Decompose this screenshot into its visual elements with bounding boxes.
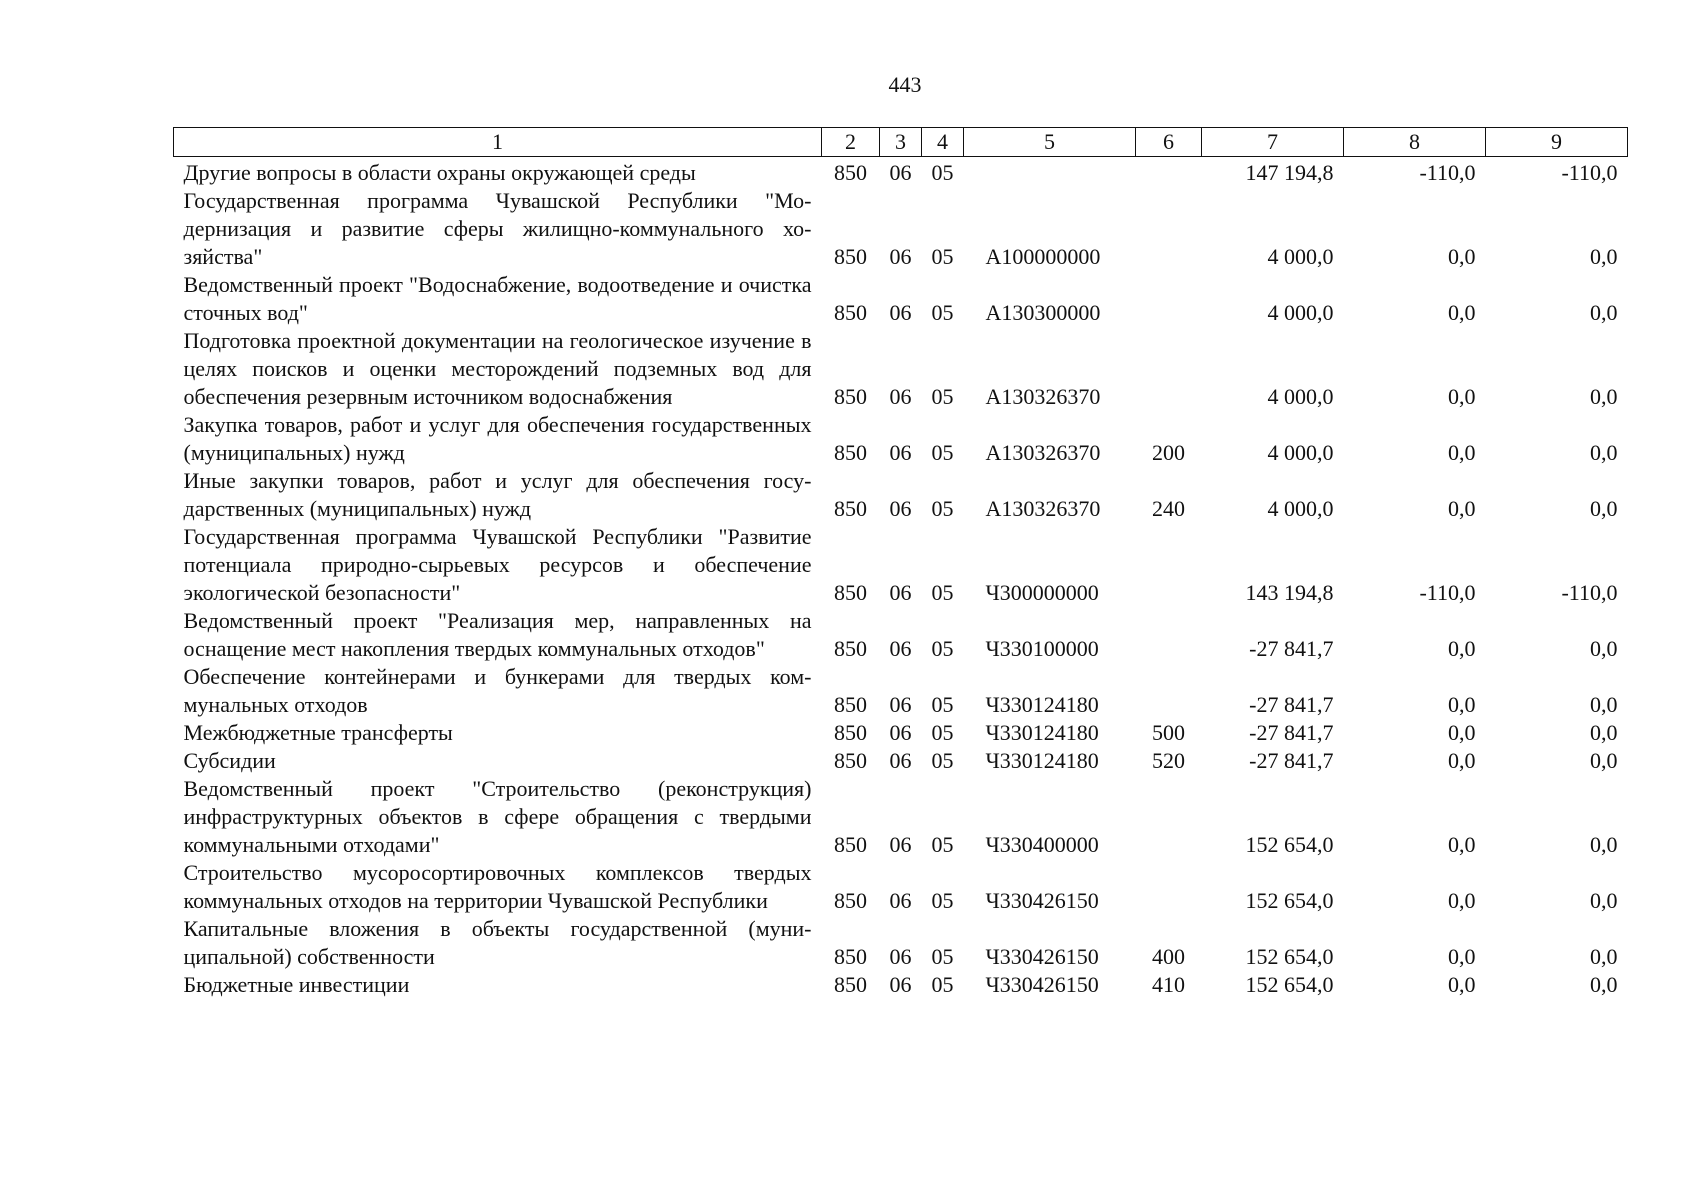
subsection-code: 05 — [931, 888, 954, 913]
amount-col-9: 0,0 — [1590, 944, 1618, 969]
item-name: Обеспечение контейнерами и бункерами для твердых коммунальных отходов — [183, 664, 812, 717]
table-header — [174, 128, 1628, 157]
column-header-4: 4 — [922, 128, 964, 157]
table-row — [174, 523, 1628, 607]
amount-col-8: 0,0 — [1448, 244, 1476, 269]
amount-col-9: 0,0 — [1590, 832, 1618, 857]
amount-col-8: 0,0 — [1448, 496, 1476, 521]
expense-type-code: 400 — [1152, 944, 1185, 969]
item-name: Ведомственный проект "Строительство (реконструкция) инфраструктурных объектов в сфере обращения с твердыми коммунальными отходами" — [183, 776, 812, 857]
amount-col-7: -27 841,7 — [1249, 748, 1334, 773]
department-code: 850 — [834, 300, 867, 325]
column-header-5: 5 — [964, 128, 1136, 157]
column-header-2: 2 — [822, 128, 880, 157]
table-row — [174, 157, 1628, 188]
table-row — [174, 607, 1628, 663]
target-article-code: Ч300000000 — [985, 580, 1099, 605]
amount-col-7: -27 841,7 — [1249, 692, 1334, 717]
amount-col-9: 0,0 — [1590, 496, 1618, 521]
item-name: Государственная программа Чувашской Республики "Модернизация и развитие сферы жилищно-коммунального хозяйства" — [183, 188, 812, 269]
amount-col-8: -110,0 — [1419, 160, 1476, 185]
section-code: 06 — [889, 384, 912, 409]
expense-type-code — [1136, 523, 1202, 607]
department-code: 850 — [834, 720, 867, 745]
section-code: 06 — [889, 160, 912, 185]
item-name: Субсидии — [183, 748, 276, 773]
expense-type-code — [1136, 187, 1202, 271]
expense-type-code — [1136, 271, 1202, 327]
target-article-code: Ч330426150 — [985, 972, 1099, 997]
table-row — [174, 467, 1628, 523]
item-name: Подготовка проектной документации на геологическое изучение в целях поисков и оценки месторождений подземных вод для обеспечения резервным источником водоснабжения — [183, 328, 812, 409]
department-code: 850 — [834, 580, 867, 605]
subsection-code: 05 — [931, 440, 954, 465]
amount-col-7: 152 654,0 — [1245, 972, 1334, 997]
amount-col-9: 0,0 — [1590, 748, 1618, 773]
column-header-6: 6 — [1136, 128, 1202, 157]
expense-type-code: 410 — [1152, 972, 1185, 997]
expense-type-code — [1136, 859, 1202, 915]
subsection-code: 05 — [931, 496, 954, 521]
target-article-code: Ч330100000 — [985, 636, 1099, 661]
expense-type-code: 520 — [1152, 748, 1185, 773]
table-row — [174, 775, 1628, 859]
amount-col-7: 152 654,0 — [1245, 888, 1334, 913]
section-code: 06 — [889, 748, 912, 773]
expense-type-code: 200 — [1152, 440, 1185, 465]
column-header-1: 1 — [174, 128, 822, 157]
table-row — [174, 327, 1628, 411]
budget-table — [173, 127, 1628, 999]
table-row — [174, 971, 1628, 999]
subsection-code: 05 — [931, 692, 954, 717]
amount-col-7: 4 000,0 — [1267, 440, 1334, 465]
subsection-code: 05 — [931, 832, 954, 857]
item-name: Закупка товаров, работ и услуг для обеспечения государственных (муниципальных) нужд — [183, 412, 812, 465]
table-row — [174, 411, 1628, 467]
subsection-code: 05 — [931, 244, 954, 269]
target-article-code: Ч330124180 — [985, 692, 1099, 717]
section-code: 06 — [889, 440, 912, 465]
item-name: Межбюджетные трансферты — [183, 720, 453, 745]
target-article-code: А130326370 — [985, 384, 1101, 409]
amount-col-9: 0,0 — [1590, 888, 1618, 913]
amount-col-7: 4 000,0 — [1267, 244, 1334, 269]
section-code: 06 — [889, 888, 912, 913]
table-row — [174, 915, 1628, 971]
target-article-code: Ч330400000 — [985, 832, 1099, 857]
table-row — [174, 663, 1628, 719]
amount-col-8: 0,0 — [1448, 832, 1476, 857]
amount-col-9: 0,0 — [1590, 244, 1618, 269]
amount-col-8: 0,0 — [1448, 300, 1476, 325]
section-code: 06 — [889, 636, 912, 661]
subsection-code: 05 — [931, 160, 954, 185]
expense-type-code: 500 — [1152, 720, 1185, 745]
section-code: 06 — [889, 720, 912, 745]
target-article-code: Ч330124180 — [985, 748, 1099, 773]
amount-col-7: -27 841,7 — [1249, 636, 1334, 661]
item-name: Ведомственный проект "Водоснабжение, водоотведение и очистка сточных вод" — [183, 272, 812, 325]
item-name: Строительство мусоросортировочных комплексов твердых коммунальных отходов на территории Чувашской Республики — [183, 860, 812, 913]
section-code: 06 — [889, 944, 912, 969]
item-name: Ведомственный проект "Реализация мер, направленных на оснащение мест накопления твердых коммунальных отходов" — [183, 608, 812, 661]
amount-col-7: 147 194,8 — [1245, 160, 1334, 185]
item-name: Бюджетные инвестиции — [183, 972, 410, 997]
table-row — [174, 187, 1628, 271]
item-name: Другие вопросы в области охраны окружающей среды — [183, 160, 696, 185]
header-row — [174, 128, 1628, 157]
subsection-code: 05 — [931, 972, 954, 997]
subsection-code: 05 — [931, 944, 954, 969]
department-code: 850 — [834, 888, 867, 913]
amount-col-7: 143 194,8 — [1245, 580, 1334, 605]
expense-type-code: 240 — [1152, 496, 1185, 521]
column-header-9: 9 — [1486, 128, 1628, 157]
target-article-code: А100000000 — [985, 244, 1101, 269]
department-code: 850 — [834, 440, 867, 465]
amount-col-8: 0,0 — [1448, 972, 1476, 997]
subsection-code: 05 — [931, 720, 954, 745]
expense-type-code — [1136, 663, 1202, 719]
target-article-code: Ч330426150 — [985, 944, 1099, 969]
department-code: 850 — [834, 748, 867, 773]
amount-col-8: -110,0 — [1419, 580, 1476, 605]
amount-col-9: -110,0 — [1561, 160, 1618, 185]
target-article-code: Ч330426150 — [985, 888, 1099, 913]
expense-type-code — [1136, 327, 1202, 411]
department-code: 850 — [834, 636, 867, 661]
section-code: 06 — [889, 496, 912, 521]
target-article-code — [964, 157, 1136, 188]
table-row — [174, 719, 1628, 747]
column-header-3: 3 — [880, 128, 922, 157]
amount-col-9: 0,0 — [1590, 692, 1618, 717]
column-header-7: 7 — [1202, 128, 1344, 157]
section-code: 06 — [889, 244, 912, 269]
amount-col-8: 0,0 — [1448, 440, 1476, 465]
section-code: 06 — [889, 832, 912, 857]
amount-col-7: 4 000,0 — [1267, 384, 1334, 409]
target-article-code: А130300000 — [985, 300, 1101, 325]
expense-type-code — [1136, 775, 1202, 859]
amount-col-8: 0,0 — [1448, 636, 1476, 661]
table-body — [174, 157, 1628, 1000]
subsection-code: 05 — [931, 300, 954, 325]
amount-col-9: 0,0 — [1590, 440, 1618, 465]
item-name: Капитальные вложения в объекты государственной (муниципальной) собственности — [183, 916, 812, 969]
subsection-code: 05 — [931, 636, 954, 661]
amount-col-7: -27 841,7 — [1249, 720, 1334, 745]
department-code: 850 — [834, 972, 867, 997]
amount-col-7: 4 000,0 — [1267, 496, 1334, 521]
section-code: 06 — [889, 692, 912, 717]
target-article-code: А130326370 — [985, 496, 1101, 521]
subsection-code: 05 — [931, 748, 954, 773]
subsection-code: 05 — [931, 384, 954, 409]
amount-col-8: 0,0 — [1448, 748, 1476, 773]
amount-col-7: 152 654,0 — [1245, 944, 1334, 969]
department-code: 850 — [834, 496, 867, 521]
table-row — [174, 271, 1628, 327]
amount-col-9: -110,0 — [1561, 580, 1618, 605]
amount-col-8: 0,0 — [1448, 384, 1476, 409]
amount-col-8: 0,0 — [1448, 692, 1476, 717]
department-code: 850 — [834, 944, 867, 969]
department-code: 850 — [834, 244, 867, 269]
table-row — [174, 859, 1628, 915]
amount-col-9: 0,0 — [1590, 384, 1618, 409]
department-code: 850 — [834, 692, 867, 717]
item-name: Иные закупки товаров, работ и услуг для обеспечения государственных (муниципальных) нужд — [183, 468, 812, 521]
page-number: 443 — [888, 72, 922, 97]
amount-col-8: 0,0 — [1448, 888, 1476, 913]
amount-col-7: 152 654,0 — [1245, 832, 1334, 857]
amount-col-7: 4 000,0 — [1267, 300, 1334, 325]
amount-col-9: 0,0 — [1590, 636, 1618, 661]
column-header-8: 8 — [1344, 128, 1486, 157]
department-code: 850 — [834, 384, 867, 409]
table-row — [174, 747, 1628, 775]
section-code: 06 — [889, 972, 912, 997]
target-article-code: А130326370 — [985, 440, 1101, 465]
section-code: 06 — [889, 300, 912, 325]
department-code: 850 — [834, 160, 867, 185]
amount-col-8: 0,0 — [1448, 720, 1476, 745]
department-code: 850 — [834, 832, 867, 857]
amount-col-9: 0,0 — [1590, 300, 1618, 325]
subsection-code: 05 — [931, 580, 954, 605]
target-article-code: Ч330124180 — [985, 720, 1099, 745]
expense-type-code — [1136, 607, 1202, 663]
amount-col-9: 0,0 — [1590, 972, 1618, 997]
amount-col-9: 0,0 — [1590, 720, 1618, 745]
expense-type-code — [1136, 157, 1202, 188]
section-code: 06 — [889, 580, 912, 605]
item-name: Государственная программа Чувашской Республики "Развитие потенциала природно-сырьевых ресурсов и обеспечение экологической безопасности" — [183, 524, 812, 605]
amount-col-8: 0,0 — [1448, 944, 1476, 969]
